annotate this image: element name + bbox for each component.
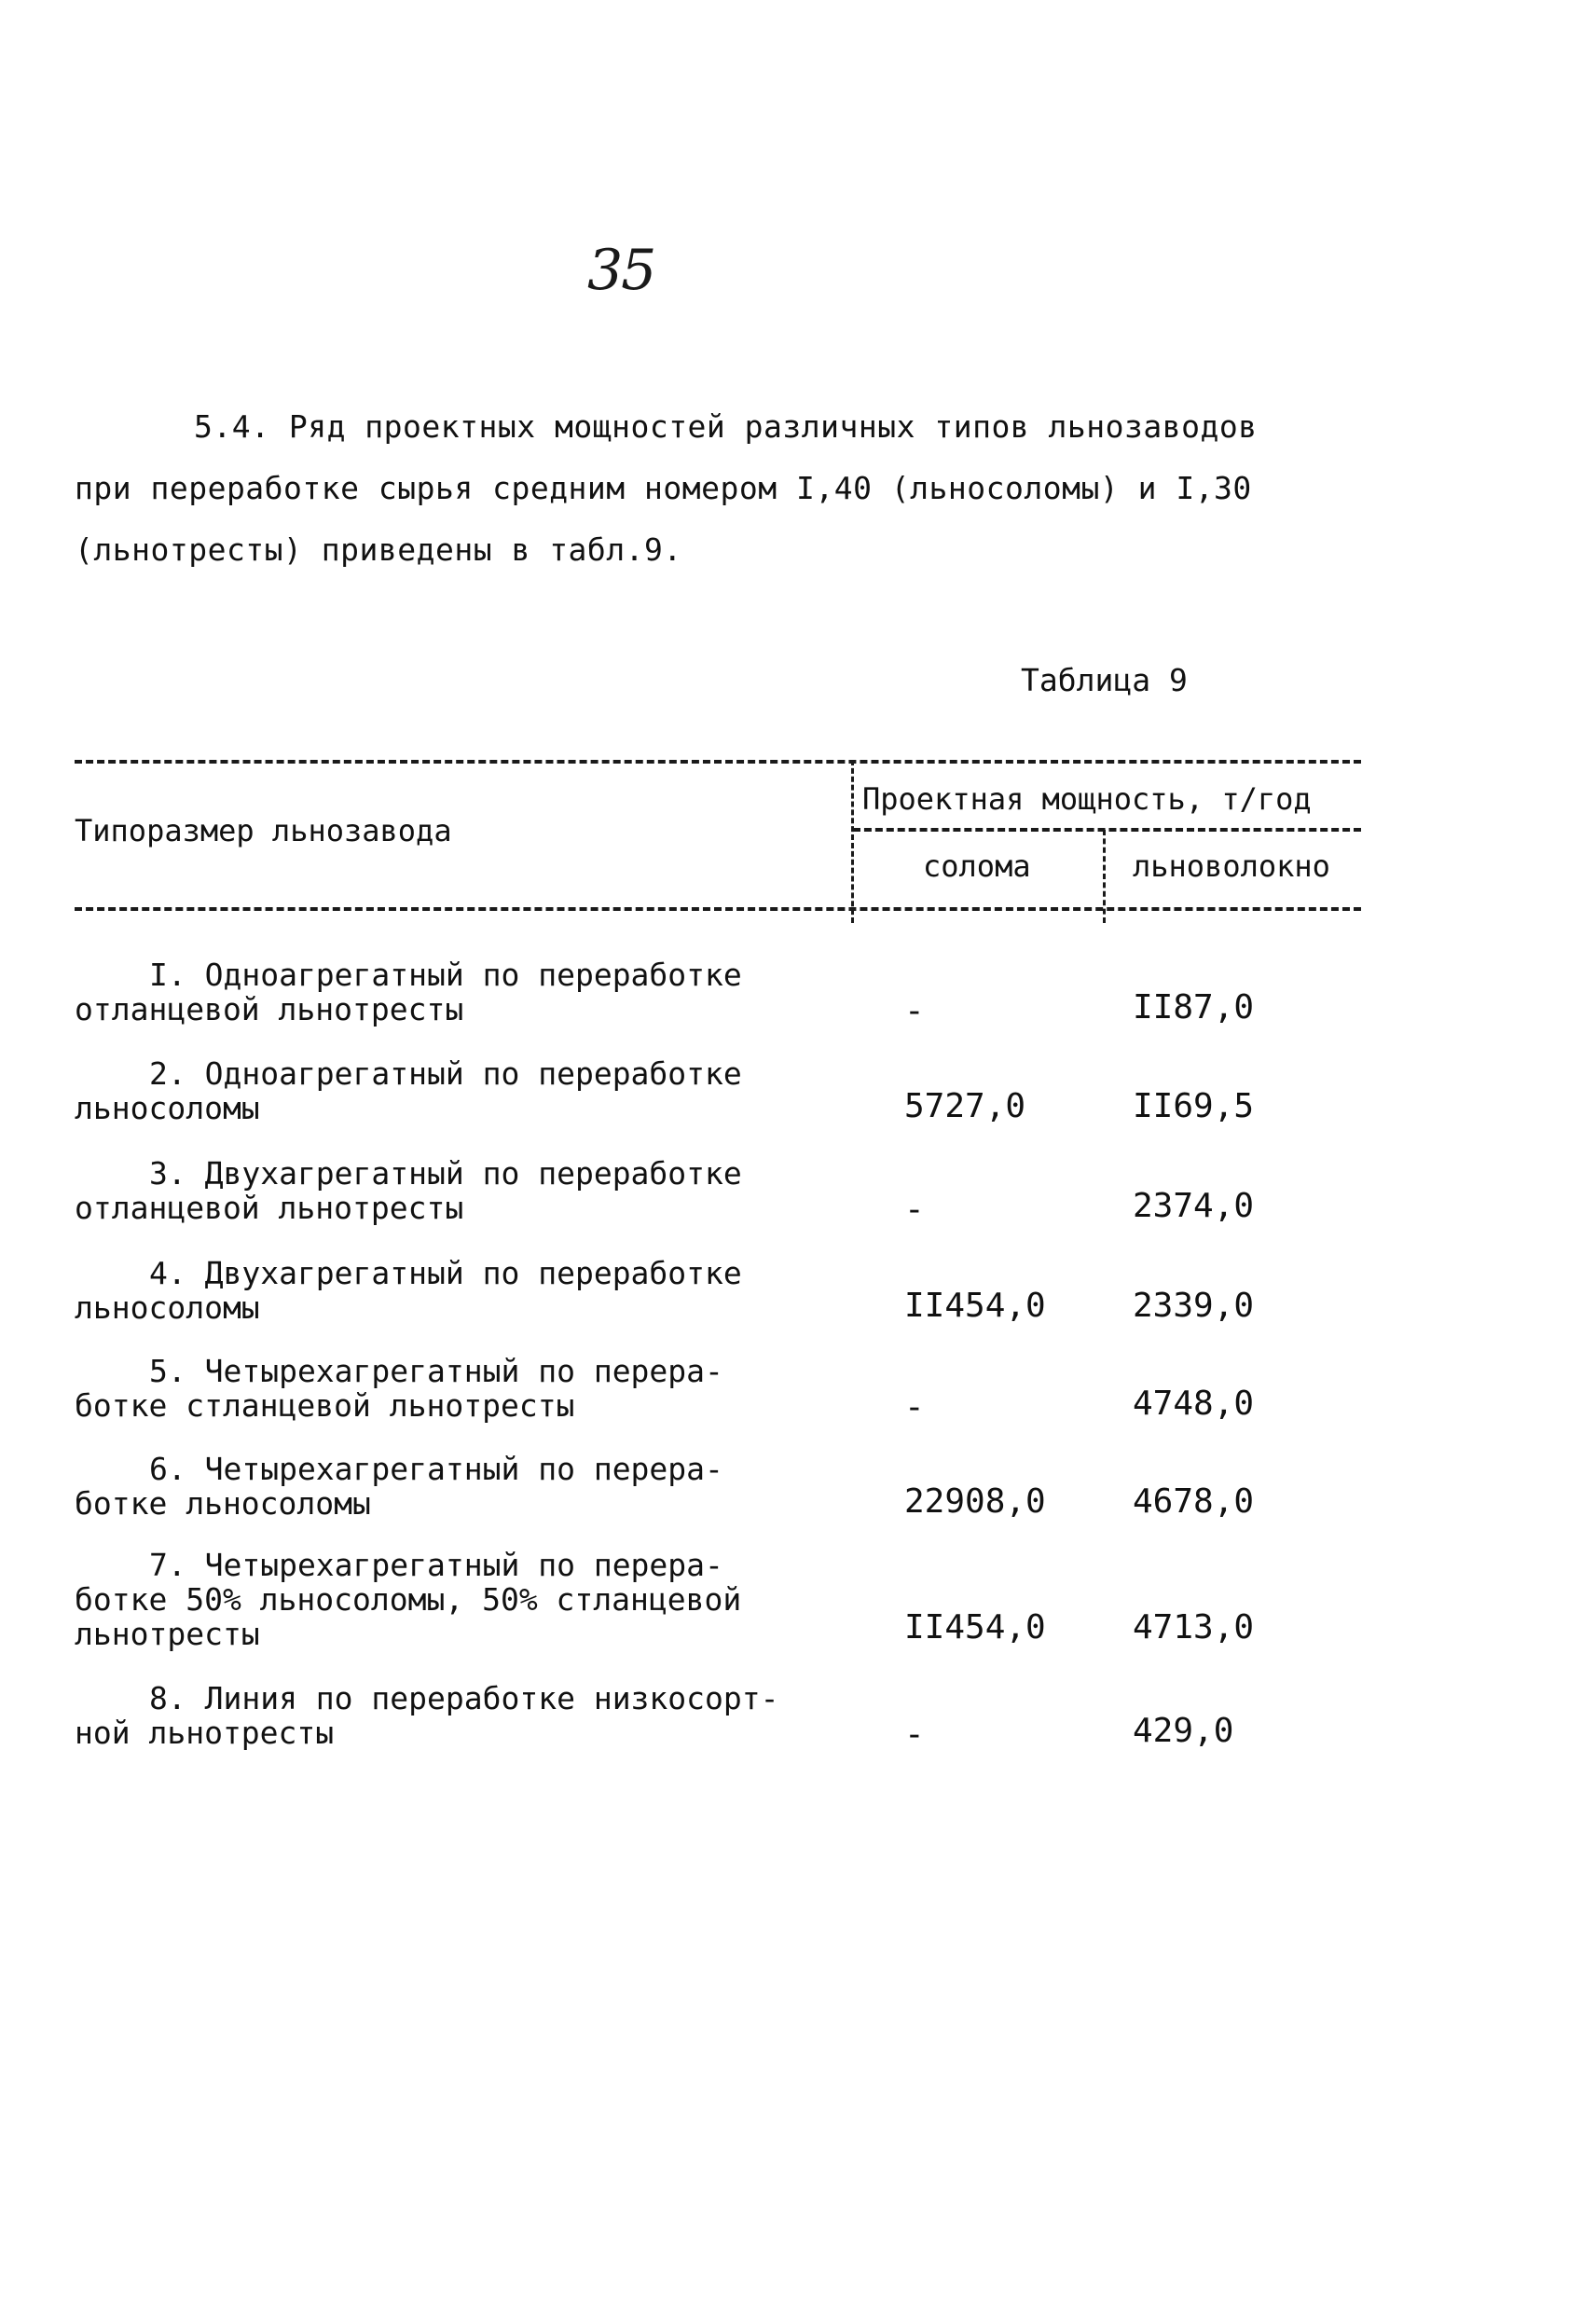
row-name-first: 2. Одноагрегатный по переработке — [149, 1055, 742, 1092]
cell-straw: 5727,0 — [904, 1087, 1026, 1125]
row-name-first: 6. Четырехагрегатный по перера- — [149, 1451, 723, 1487]
cell-fiber: 4713,0 — [1133, 1608, 1255, 1647]
cell-straw: - — [904, 992, 925, 1030]
header-subcol-separator — [1103, 830, 1106, 923]
row-name-rest: льносоломы — [75, 1090, 260, 1126]
table-row — [75, 1681, 1380, 1765]
table-row — [75, 1056, 1380, 1140]
table-header-bottom-rule — [75, 907, 1361, 911]
header-col-fiber: льноволокно — [1133, 848, 1330, 884]
row-name-rest: ботке стланцевой льнотресты — [75, 1387, 575, 1424]
header-col-separator — [851, 760, 854, 923]
table-row — [75, 1354, 1380, 1438]
cell-fiber: 2339,0 — [1133, 1287, 1255, 1325]
row-name-rest: льносоломы — [75, 1289, 260, 1326]
row-name-rest: отланцевой льнотресты — [75, 1190, 464, 1226]
row-name-rest: отланцевой льнотресты — [75, 991, 464, 1027]
header-col-type: Типоразмер льнозавода — [75, 813, 452, 848]
cell-straw: II454,0 — [904, 1608, 1046, 1647]
row-name — [75, 958, 839, 1027]
cell-fiber: 2374,0 — [1133, 1187, 1255, 1225]
row-name — [75, 1056, 839, 1125]
row-name — [75, 1452, 839, 1521]
table-row — [75, 1156, 1380, 1240]
header-group-rule — [853, 828, 1361, 832]
row-name-first: 7. Четырехагрегатный по перера- — [149, 1547, 723, 1583]
cell-fiber: 4678,0 — [1133, 1482, 1255, 1521]
table-row — [75, 1548, 1380, 1664]
row-name — [75, 1354, 839, 1423]
row-name-rest: ной льнотресты — [75, 1715, 335, 1751]
cell-straw: II454,0 — [904, 1287, 1046, 1325]
cell-fiber: 4748,0 — [1133, 1385, 1255, 1423]
row-name-first: 3. Двухагрегатный по переработке — [149, 1155, 742, 1192]
row-name-rest: ботке льносоломы — [75, 1485, 371, 1522]
row-name-first: I. Одноагрегатный по переработке — [149, 957, 742, 993]
row-name — [75, 1681, 839, 1750]
table-row — [75, 958, 1380, 1041]
row-name — [75, 1548, 839, 1651]
table-caption: Таблица 9 — [1021, 662, 1188, 698]
cell-fiber: 429,0 — [1133, 1712, 1234, 1750]
cell-straw: 22908,0 — [904, 1482, 1046, 1521]
row-name-first: 8. Линия по переработке низкосорт- — [149, 1680, 779, 1716]
row-name-first: 4. Двухагрегатный по переработке — [149, 1255, 742, 1291]
intro-paragraph — [75, 396, 1324, 581]
cell-fiber: II87,0 — [1133, 988, 1255, 1027]
paragraph-line: 5.4. Ряд проектных мощностей различных типов льнозаводов — [194, 408, 1258, 445]
row-name-rest: ботке 50% льносоломы, 50% стланцевой льнотресты — [75, 1581, 742, 1652]
cell-straw: - — [904, 1191, 925, 1229]
header-group-capacity: Проектная мощность, т/год — [862, 781, 1312, 817]
page-number: 35 — [587, 238, 655, 303]
cell-fiber: II69,5 — [1133, 1087, 1255, 1125]
row-name-first: 5. Четырехагрегатный по перера- — [149, 1353, 723, 1389]
table-top-rule — [75, 760, 1361, 764]
row-name — [75, 1256, 839, 1325]
header-col-straw: солома — [923, 848, 1031, 884]
cell-straw: - — [904, 1716, 925, 1754]
table-row — [75, 1452, 1380, 1536]
table-row — [75, 1256, 1380, 1340]
paragraph-line: (льнотресты) приведены в табл.9. — [75, 531, 682, 568]
row-name — [75, 1156, 839, 1225]
cell-straw: - — [904, 1388, 925, 1426]
paragraph-line: при переработке сырья средним номером I,40 (льносоломы) и I,30 — [75, 470, 1252, 506]
